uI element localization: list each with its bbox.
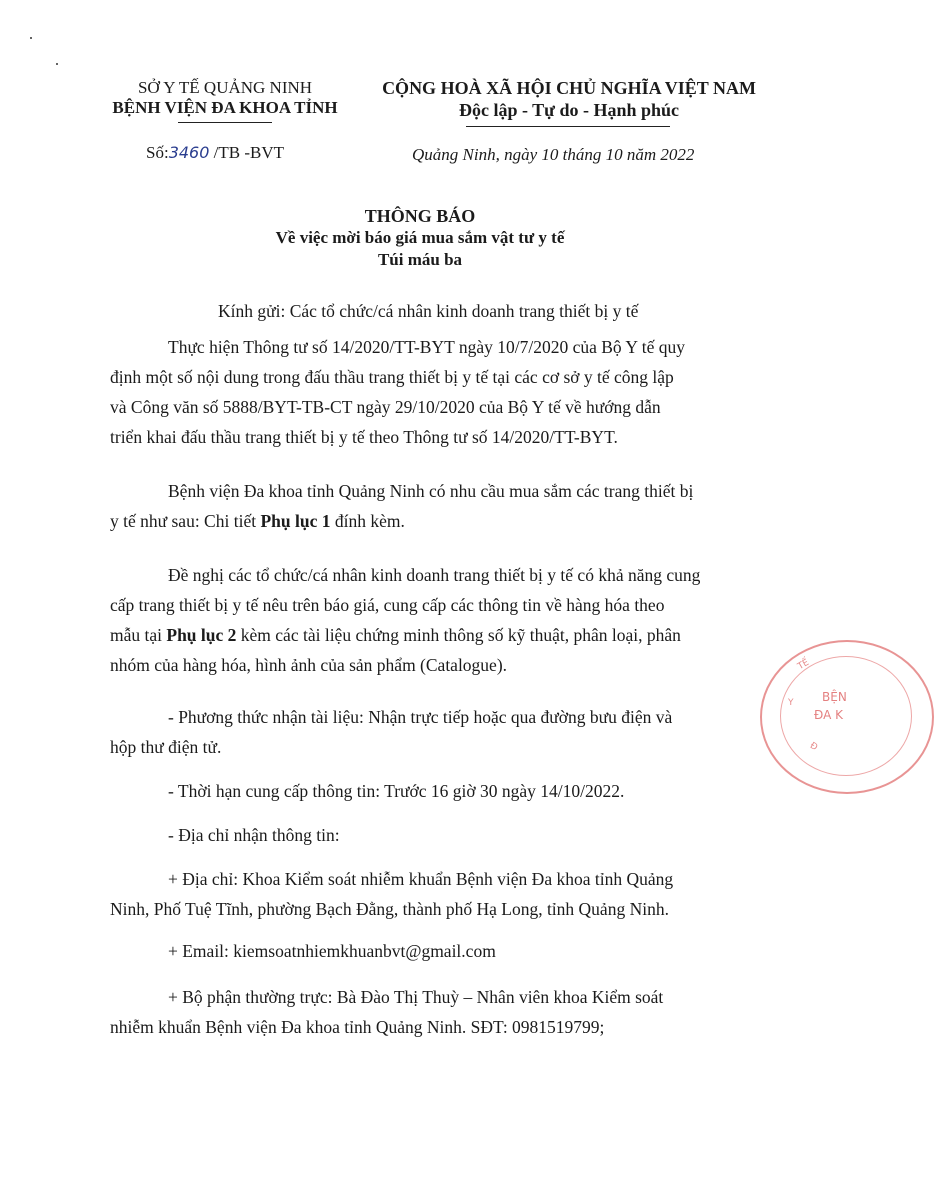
para1-line: và Công văn số 5888/BYT-TB-CT ngày 29/10/2020 của Bộ Y tế về hướng dẫn [110, 397, 661, 417]
para3-text: mẫu tại [110, 625, 167, 645]
ministry-name: SỞ Y TẾ QUẢNG NINH [137, 78, 313, 97]
address-line: Ninh, Phố Tuệ Tĩnh, phường Bạch Đằng, thành phố Hạ Long, tỉnh Quảng Ninh. [110, 899, 669, 919]
header-right-underline [466, 126, 670, 127]
header-left-underline [178, 122, 272, 123]
hospital-name: BỆNH VIỆN ĐA KHOA TỈNH [112, 98, 338, 117]
duty-line: nhiễm khuẩn Bệnh viện Đa khoa tỉnh Quảng Ninh. SĐT: 0981519799; [110, 1017, 605, 1037]
recipient-line: Kính gửi: Các tổ chức/cá nhân kinh doanh trang thiết bị y tế [218, 301, 639, 321]
duty-line: + Bộ phận thường trực: Bà Đào Thị Thuỳ – Nhân viên khoa Kiểm soát [168, 987, 664, 1007]
document-number [146, 143, 284, 163]
appendix2-ref: Phụ lục 2 [166, 625, 237, 645]
para3-line [110, 622, 681, 648]
deadline-line: - Thời hạn cung cấp thông tin: Trước 16 giờ 30 ngày 14/10/2022. [168, 781, 625, 801]
doc-number-handwritten: 3460 [168, 143, 210, 162]
address-heading: - Địa chỉ nhận thông tin: [168, 825, 340, 845]
scan-speck [56, 63, 58, 65]
stamp-arc-text: TẾ [796, 657, 811, 673]
appendix1-ref: Phụ lục 1 [260, 511, 331, 531]
address-line: + Địa chỉ: Khoa Kiểm soát nhiễm khuẩn Bệnh viện Đa khoa tỉnh Quảng [168, 869, 674, 889]
notice-item: Túi máu ba [377, 250, 463, 269]
para3-line: nhóm của hàng hóa, hình ảnh của sản phẩm (Catalogue). [110, 655, 508, 675]
national-title: CỘNG HOÀ XÃ HỘI CHỦ NGHĨA VIỆT NAM [382, 78, 756, 98]
stamp-text: BỆN [822, 690, 847, 704]
notice-title: THÔNG BÁO [364, 206, 476, 226]
stamp-inner-ring [780, 656, 912, 776]
issue-date: Quảng Ninh, ngày 10 tháng 10 năm 2022 [412, 145, 695, 164]
notice-subject: Về việc mời báo giá mua sắm vật tư y tế [275, 228, 565, 247]
email-line: + Email: kiemsoatnhiemkhuanbvt@gmail.com [168, 941, 496, 961]
method-line: - Phương thức nhận tài liệu: Nhận trực tiếp hoặc qua đường bưu điện và [168, 707, 673, 727]
para3-line: Đề nghị các tổ chức/cá nhân kinh doanh trang thiết bị y tế có khả năng cung [168, 565, 701, 585]
doc-number-prefix: Số: [146, 143, 169, 162]
hospital-stamp [760, 640, 934, 794]
para2-line: Bệnh viện Đa khoa tỉnh Quảng Ninh có nhu cầu mua sắm các trang thiết bị [168, 481, 694, 501]
para3-line: cấp trang thiết bị y tế nêu trên báo giá, cung cấp các thông tin về hàng hóa theo [110, 595, 665, 615]
stamp-arc-text: Đ [807, 740, 820, 754]
stamp-text: ĐA K [814, 708, 843, 722]
para3-text: kèm các tài liệu chứng minh thông số kỹ thuật, phân loại, phân [236, 625, 681, 645]
doc-number-suffix: /TB -BVT [213, 143, 285, 162]
para1-line: định một số nội dung trong đấu thầu trang thiết bị y tế tại các cơ sở y tế công lập [110, 367, 674, 387]
para2-text: đính kèm. [330, 511, 405, 531]
stamp-arc-text: Y [788, 698, 794, 708]
para2-text: y tế như sau: Chi tiết [110, 511, 261, 531]
method-line: hộp thư điện tử. [110, 737, 222, 757]
para1-line: Thực hiện Thông tư số 14/2020/TT-BYT ngày 10/7/2020 của Bộ Y tế quy [168, 337, 686, 357]
scan-speck [30, 37, 32, 39]
para2-line [110, 508, 405, 534]
national-motto: Độc lập - Tự do - Hạnh phúc [458, 100, 680, 120]
para1-line: triển khai đấu thầu trang thiết bị y tế theo Thông tư số 14/2020/TT-BYT. [110, 427, 618, 447]
